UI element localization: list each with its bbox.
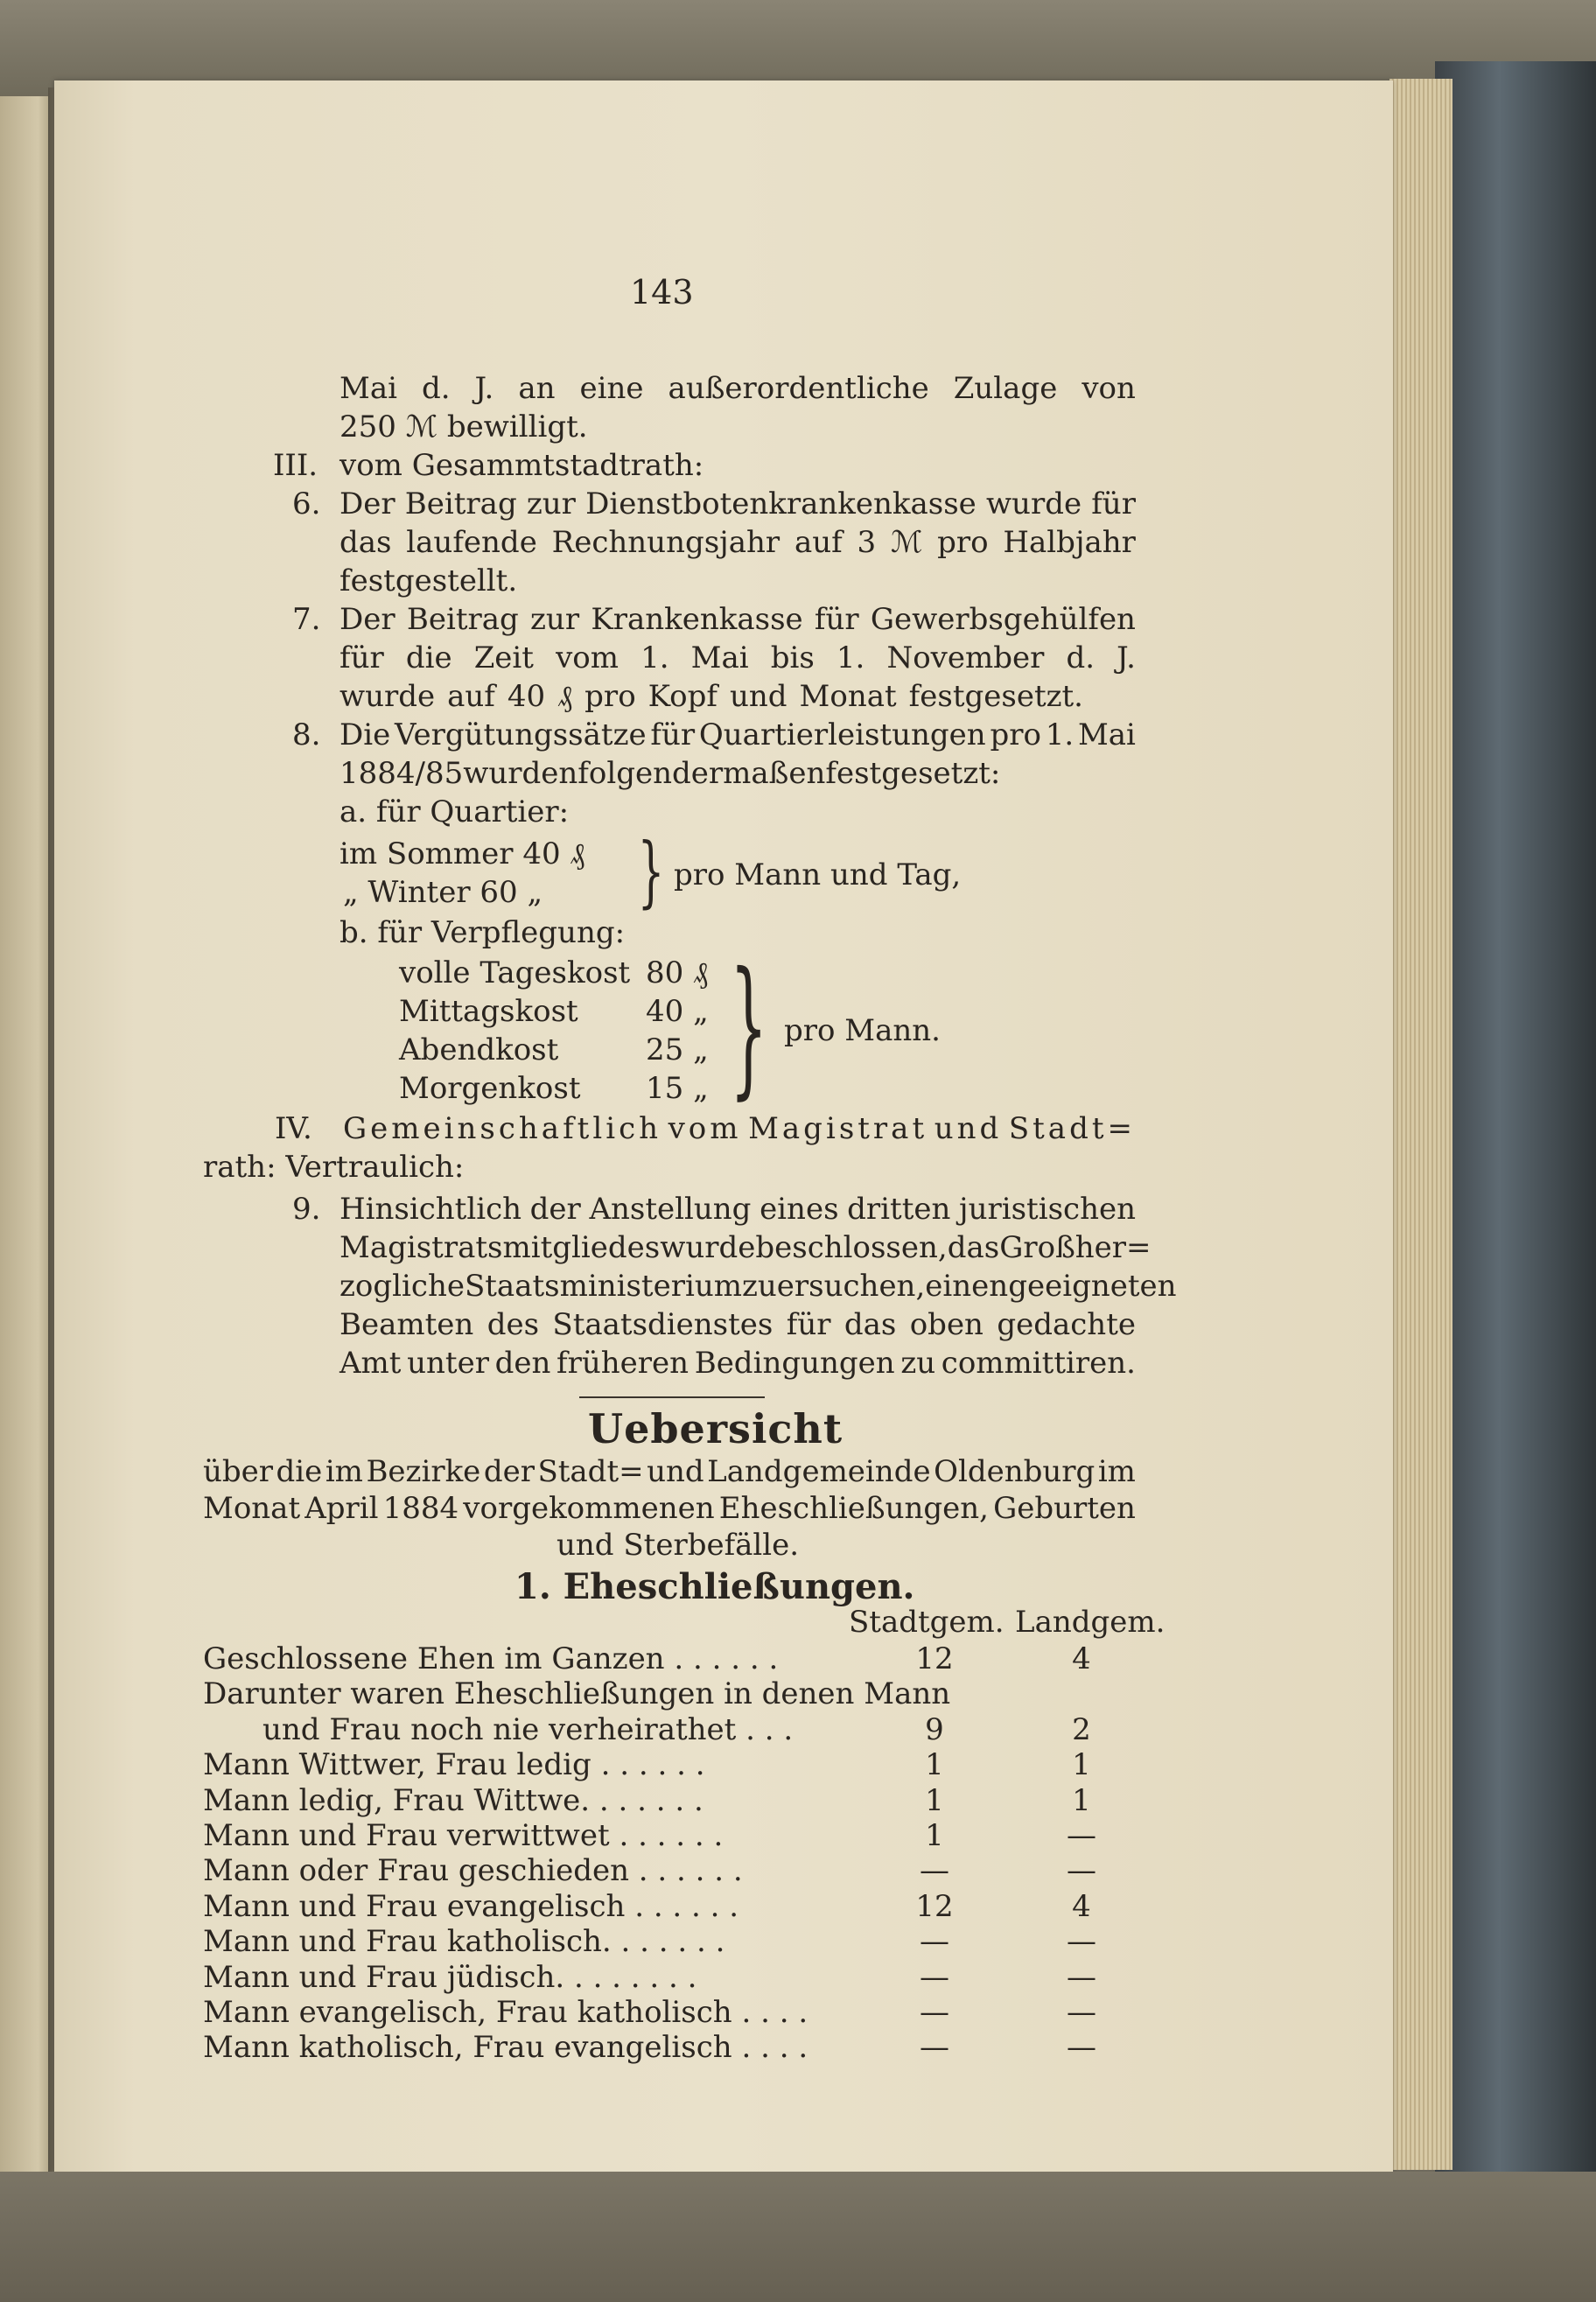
word: Beitrag [404, 486, 517, 521]
word: ℳ [890, 525, 923, 560]
word: ₰ [557, 679, 573, 714]
word: zur [526, 486, 576, 521]
word: April [304, 1491, 379, 1526]
word: Landgemeinde [707, 1454, 931, 1489]
rate-winter: „ Winter 60 „ [343, 875, 543, 910]
table-cell-land: — [1067, 1959, 1096, 1995]
word: den [494, 1346, 551, 1381]
word: oben [909, 1307, 984, 1342]
table-row-label: Darunter waren Eheschließungen in denen Mann [203, 1676, 951, 1712]
word: J. [474, 371, 494, 406]
rate-note: pro Mann. [784, 1013, 941, 1048]
brace-right: } [637, 826, 665, 916]
word: Die [340, 717, 391, 752]
table-row-label: Mann und Frau katholisch. . . . . . . [203, 1924, 725, 1960]
word: Der [340, 602, 396, 637]
word: Staatsministerium [464, 1269, 742, 1304]
word: an [518, 371, 556, 406]
table-cell-stadt: — [920, 1924, 949, 1960]
word: von [1082, 371, 1136, 406]
table-row-label: Mann ledig, Frau Wittwe. . . . . . . [203, 1782, 704, 1818]
word: für [340, 640, 384, 675]
word: beschlossen, [755, 1230, 948, 1265]
word: zogliche [340, 1269, 465, 1304]
word: Anstellung [589, 1192, 752, 1227]
word: pro [937, 525, 989, 560]
table-cell-stadt: 1 [925, 1747, 944, 1783]
word: das [844, 1307, 897, 1342]
word: zu [741, 1269, 777, 1304]
sub-item-label: a. für Quartier: [340, 794, 570, 829]
item-number: 9. [292, 1192, 321, 1227]
word: Mai [340, 371, 397, 406]
section-heading: vom Gesammtstadtrath: [340, 448, 704, 483]
text-line: festgestellt. [340, 563, 518, 598]
word: auf [794, 525, 843, 560]
word: Monat [203, 1491, 301, 1526]
word: laufende [406, 525, 537, 560]
meal-rate: 80 ₰ [646, 955, 709, 990]
word: d. [1066, 640, 1096, 675]
meal-name: Abendkost [399, 1032, 559, 1067]
table-row-label: Mann und Frau verwittwet . . . . . . [203, 1818, 724, 1853]
column-header-stadt: Stadtgem. [849, 1605, 1004, 1640]
word: eines [760, 1192, 839, 1227]
table-cell-stadt: 12 [915, 1888, 954, 1924]
word: für [786, 1307, 831, 1342]
word: Dienstbotenkrankenkasse [585, 486, 976, 521]
item-number: 7. [292, 602, 321, 637]
section-number: III. [273, 448, 318, 483]
word: des [486, 1307, 540, 1342]
word: einen [925, 1269, 1009, 1304]
word: über [203, 1454, 274, 1489]
table-cell-stadt: 1 [925, 1782, 944, 1818]
column-header-land: Landgem. [1015, 1605, 1166, 1640]
overview-title: Uebersicht [588, 1405, 844, 1452]
word: der [529, 1192, 581, 1227]
text-line [340, 1307, 1136, 1342]
word: Kopf [648, 679, 718, 714]
table-row-label: und Frau noch nie verheirathet . . . [262, 1711, 794, 1747]
word: eine [579, 371, 644, 406]
word: vom [556, 640, 619, 675]
word: 1. [1045, 717, 1074, 752]
word: Stadt= [537, 1454, 644, 1489]
table-row-label: Geschlossene Ehen im Ganzen . . . . . . [203, 1641, 779, 1676]
word: das [947, 1230, 1000, 1265]
word: im [1097, 1454, 1136, 1489]
table-cell-stadt: — [920, 1959, 949, 1995]
word: pro [990, 717, 1041, 752]
table-cell-stadt: 12 [915, 1641, 954, 1676]
word: Vergütungssätze [395, 717, 647, 752]
word: November [886, 640, 1045, 675]
word: für [814, 602, 859, 637]
word: früheren [556, 1346, 690, 1381]
section-heading: rath: Vertraulich: [203, 1150, 465, 1185]
table-cell-land: 1 [1072, 1782, 1091, 1818]
word: und [934, 1111, 1003, 1146]
word: festgesetzt. [908, 679, 1083, 714]
word: Gewerbsgehülfen [870, 602, 1136, 637]
text-line: 250 ℳ bewilligt. [340, 409, 588, 444]
word: Zulage [953, 371, 1058, 406]
word: geeigneten [1008, 1269, 1177, 1304]
word: Quartierleistungen [698, 717, 986, 752]
meal-name: volle Tageskost [399, 955, 631, 990]
text-line [340, 640, 1136, 675]
meal-rate: 25 „ [646, 1032, 709, 1067]
item-number: 6. [292, 486, 321, 521]
word: juristischen [959, 1192, 1136, 1227]
word: die [405, 640, 452, 675]
sub-item-label: b. für Verpflegung: [340, 915, 626, 950]
brace-right: } [730, 941, 768, 1114]
meal-name: Mittagskost [399, 994, 578, 1029]
table-cell-stadt: — [920, 1995, 949, 2030]
section-divider [579, 1396, 765, 1398]
word: pro [584, 679, 636, 714]
word: 3 [857, 525, 877, 560]
section-heading [343, 1111, 1136, 1146]
word: folgendermaßen [578, 756, 826, 791]
word: zu [900, 1346, 936, 1381]
word: Beamten [340, 1307, 474, 1342]
word: Magistrat [748, 1111, 928, 1146]
page-number: 143 [630, 273, 694, 311]
table-cell-land: — [1067, 2030, 1096, 2066]
word: auf [447, 679, 495, 714]
word: Gemeinschaftlich [343, 1111, 662, 1146]
table-row-label: Mann Wittwer, Frau ledig . . . . . . [203, 1747, 705, 1783]
word: unter [407, 1346, 489, 1381]
word: wurde [660, 1230, 756, 1265]
text-line [203, 1491, 1136, 1526]
word: Mai [690, 640, 749, 675]
table-cell-land: 4 [1072, 1641, 1091, 1676]
word: Bedingungen [694, 1346, 895, 1381]
table-cell-stadt: 9 [925, 1711, 944, 1747]
word: festgesetzt: [825, 756, 1001, 791]
word: und [647, 1454, 704, 1489]
word: Mai [1077, 717, 1136, 752]
text-line [340, 602, 1136, 637]
word: vorgekommenen [463, 1491, 715, 1526]
word: Magistratsmitgliedes [340, 1230, 661, 1265]
word: Eheschließungen, [718, 1491, 989, 1526]
text-line: und Sterbefälle. [556, 1528, 800, 1563]
text-line [340, 1269, 1177, 1304]
word: dritten [847, 1192, 951, 1227]
table-cell-land: 1 [1072, 1747, 1091, 1783]
table-cell-land: — [1067, 1995, 1096, 2030]
word: und [729, 679, 788, 714]
text-line [340, 1230, 1152, 1265]
table-row-label: Mann und Frau evangelisch . . . . . . [203, 1888, 739, 1924]
text-line [340, 525, 1136, 560]
table-cell-land: — [1067, 1924, 1096, 1960]
word: 1. [640, 640, 669, 675]
word: im [325, 1454, 363, 1489]
word: für [650, 717, 696, 752]
table-cell-stadt: 1 [925, 1818, 944, 1853]
word: außerordentliche [668, 371, 929, 406]
word: gedachte [997, 1307, 1136, 1342]
word: Stadt= [1008, 1111, 1136, 1146]
word: vom [668, 1111, 742, 1146]
word: 40 [507, 679, 546, 714]
word: committiren. [941, 1346, 1136, 1381]
word: Zeit [473, 640, 534, 675]
word: Großher= [999, 1230, 1152, 1265]
text-line [340, 1192, 1136, 1227]
text-line [340, 1346, 1136, 1381]
word: das [340, 525, 392, 560]
section-number: IV. [275, 1111, 312, 1146]
word: ersuchen, [776, 1269, 926, 1304]
table-cell-stadt: — [920, 2030, 949, 2066]
meal-rate: 15 „ [646, 1071, 709, 1106]
text-line [340, 679, 1083, 714]
word: die [276, 1454, 323, 1489]
item-number: 8. [292, 717, 321, 752]
meal-name: Morgenkost [399, 1071, 581, 1106]
word: Beitrag [406, 602, 519, 637]
text-line [203, 1454, 1136, 1489]
word: wurde [985, 486, 1082, 521]
word: Hinsichtlich [340, 1192, 522, 1227]
table-cell-land: — [1067, 1853, 1096, 1889]
meal-rate: 40 „ [646, 994, 709, 1029]
table-row-label: Mann evangelisch, Frau katholisch . . . . [203, 1995, 808, 2030]
word: der [483, 1454, 535, 1489]
word: Rechnungsjahr [551, 525, 780, 560]
text-line [340, 756, 1001, 791]
table-row-label: Mann und Frau jüdisch. . . . . . . . [203, 1959, 697, 1995]
word: Oldenburg [934, 1454, 1096, 1489]
section-subheading: 1. Eheschließungen. [514, 1566, 915, 1607]
word: Krankenkasse [591, 602, 803, 637]
word: zur [530, 602, 580, 637]
word: J. [1116, 640, 1136, 675]
word: bis [770, 640, 815, 675]
word: wurden [463, 756, 578, 791]
word: für [1091, 486, 1136, 521]
word: 1884/85 [340, 756, 464, 791]
table-cell-land: 2 [1072, 1711, 1091, 1747]
word: Staatsdienstes [552, 1307, 774, 1342]
word: wurde [340, 679, 436, 714]
table-cell-stadt: — [920, 1853, 949, 1889]
text-line [340, 717, 1136, 752]
rate-note: pro Mann und Tag, [674, 857, 962, 892]
table-row-label: Mann katholisch, Frau evangelisch . . . . [203, 2030, 808, 2066]
rate-summer: im Sommer 40 ₰ [340, 836, 585, 871]
word: 1. [836, 640, 865, 675]
word: Bezirke [366, 1454, 481, 1489]
table-cell-land: — [1067, 1818, 1096, 1853]
word: Monat [799, 679, 897, 714]
word: 1884 [382, 1491, 459, 1526]
word: d. [421, 371, 451, 406]
table-cell-land: 4 [1072, 1888, 1091, 1924]
text-line [340, 486, 1136, 521]
word: Geburten [993, 1491, 1136, 1526]
text-line [340, 371, 1136, 406]
word: Amt [340, 1346, 402, 1381]
word: Der [340, 486, 396, 521]
table-row-label: Mann oder Frau geschieden . . . . . . [203, 1853, 743, 1889]
word: Halbjahr [1003, 525, 1136, 560]
